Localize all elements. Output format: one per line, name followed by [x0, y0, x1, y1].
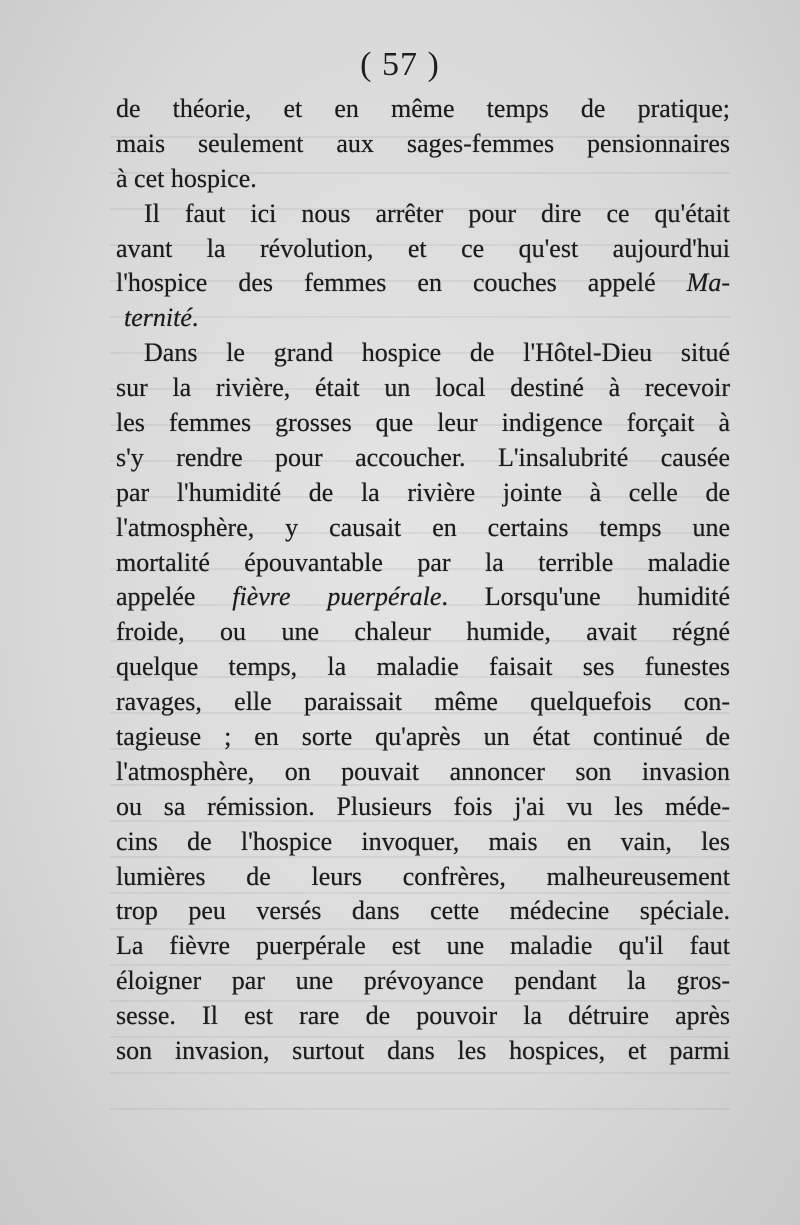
- text-line: [116, 266, 730, 301]
- text-line: [116, 580, 730, 615]
- text-segment: appelée: [116, 582, 233, 612]
- text-line: mais seulement aux sages-femmes pensionnaires: [116, 128, 730, 158]
- text-line: Il faut ici nous arrêter pour dire ce qu'était: [144, 198, 730, 228]
- text-line: tagieuse ; en sorte qu'après un état continué de: [116, 722, 730, 752]
- text-line: s'y rendre pour accoucher. L'insalubrité causée: [116, 442, 730, 472]
- text-line: [116, 301, 730, 336]
- text-segment: l'hospice des femmes en couches appelé: [116, 268, 687, 298]
- text-line: l'atmosphère, y causait en certains temps une: [116, 512, 730, 542]
- text-line: ou sa rémission. Plusieurs fois j'ai vu les méde-: [116, 791, 730, 821]
- body-text: [116, 92, 730, 1069]
- text-line: quelque temps, la maladie faisait ses funestes: [116, 652, 730, 682]
- text-line: ravages, elle paraissait même quelquefois con-: [116, 687, 730, 717]
- text-line: son invasion, surtout dans les hospices, et parmi: [116, 1036, 730, 1066]
- text-line: sesse. Il est rare de pouvoir la détruire après: [116, 1001, 730, 1031]
- text-segment: . Lorsqu'une humidité: [441, 582, 730, 612]
- text-line: les femmes grosses que leur indigence forçait à: [116, 408, 730, 438]
- text-line: de théorie, et en même temps de pratique;: [116, 94, 730, 123]
- text-line: cins de l'hospice invoquer, mais en vain, les: [116, 826, 730, 856]
- italic-term: Ma-: [686, 268, 730, 298]
- italic-term: fièvre puerpérale: [232, 582, 442, 612]
- text-line: éloigner par une prévoyance pendant la gros-: [116, 966, 730, 996]
- italic-term: ternité: [124, 303, 192, 333]
- text-line: froide, ou une chaleur humide, avait régné: [116, 617, 730, 647]
- text-segment: .: [191, 303, 199, 333]
- text-line: l'atmosphère, on pouvait annoncer son invasion: [116, 756, 730, 786]
- text-line: avant la révolution, et ce qu'est aujourd'hui: [116, 233, 730, 263]
- text-line: sur la rivière, était un local destiné à recevoir: [116, 373, 730, 403]
- text-line: La fièvre puerpérale est une maladie qu'il faut: [116, 931, 730, 961]
- text-line: par l'humidité de la rivière jointe à celle de: [116, 477, 730, 507]
- text-line: lumières de leurs confrères, malheureusement: [116, 861, 730, 891]
- text-line: Dans le grand hospice de l'Hôtel-Dieu situé: [144, 338, 730, 368]
- text-line: à cet hospice.: [116, 163, 257, 193]
- page-number: ( 57 ): [360, 46, 440, 83]
- text-line: trop peu versés dans cette médecine spéciale.: [116, 896, 730, 926]
- text-line: mortalité épouvantable par la terrible maladie: [116, 547, 730, 577]
